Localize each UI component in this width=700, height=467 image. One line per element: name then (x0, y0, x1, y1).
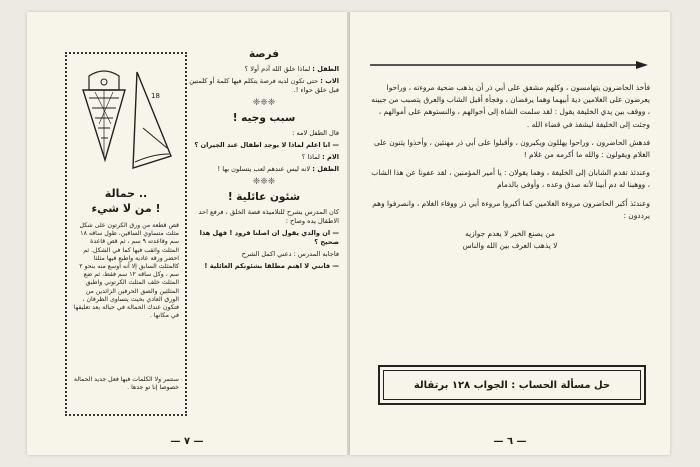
puzzle-instructions: قص قطعة من ورق الكرتون على شكل مثلث متساوي الساقين، طول ساقه ١٨ سم وقاعدته ٩ سم ، ثم قص قاعدة المثلث واثقب فيها كما في الشكل. ثم احضر ورقة عادية واطبع فيها مثلثا كالمثلث السابق إلا أنه أوسع منه بنحو ٢ سم ، وكل ساقه ١٢ سم فقط، ثم ضع المثلث خلف المثلث الكرتوني واطبق المثلثين والصق الحرفين الزائدين من الورق العادي بحيث يتساوى الطرفان ، فتكون عندك الحمالة في حبالة بعد تعليقها في مكانها . (73, 222, 179, 320)
answer-text: — فانني لا اهتم مطلقا بشئونكم العائلية ! (204, 262, 339, 270)
story-paragraph: فدهش الحاضرون ، وراحوا يهللون ويكبرون ، وأقبلوا على أبي ذر مهنئين ، وأخذوا يثنون على الغلام ويقولون : والله ما أكرمه من غلام ! (373, 137, 650, 160)
puzzle-title-line2: من لا شيء ! (91, 202, 161, 215)
joke2-question (189, 141, 339, 150)
joke3-teacher-line: فاجابه المدرس : دعني اكمل الشرح (241, 250, 339, 258)
left-page (27, 12, 347, 455)
joke3-question (189, 229, 339, 247)
puzzle-note: سنتمر ولا الكلمات فيها فعل جديد الحمالة خصوصا إنا تو جدها . (73, 376, 179, 392)
joke1-father-line (189, 77, 339, 95)
speaker-label: الطفل : (312, 65, 339, 73)
joke3-answer (189, 262, 339, 271)
jokes-column (189, 48, 339, 274)
joke2-mother-line (189, 153, 339, 162)
ornament-divider: ❈❈❈ (252, 98, 276, 108)
speaker-text: لماذا خلق الله آدم أولا ؟ (244, 65, 311, 73)
joke2-intro: قال الطفل لامه : (292, 129, 339, 137)
page-number: — ٧ — (170, 436, 204, 447)
figure-number-label: 18 (151, 92, 160, 100)
section-title-family-affairs: شئون عائلية ! (227, 191, 301, 203)
right-page (350, 12, 670, 455)
speaker-text: لماذا ؟ (301, 153, 320, 161)
puzzle-title-line1: حمالة .. (104, 187, 148, 200)
story-paragraph: وعندئذ تقدم الشابان إلى الخليفة ، وهما يقولان : يا أمير المؤمنين ، لقد عفونا عن هذا الشاب ، ووهبنا له دم أبينا لأنه صدق وعده ، وأوفى بالدمام (371, 168, 650, 190)
triangle-holder-illustration (75, 68, 177, 172)
speaker-label: الاب : (320, 77, 339, 85)
verse-line: من يصنع الخير لا يعدم جوازيه (465, 229, 555, 239)
page-number: — ٦ — (493, 436, 527, 447)
story-paragraph: وعندئذ أكبر الحاضرون مروءة الغلامين كما أكبروا مروءة أبي ذر ووفاء الغلام ، وانصرفوا وهم يرددون : (372, 198, 650, 220)
section-title-good-reason: سبب وجيه ! (232, 112, 296, 124)
poem-verse (370, 228, 650, 252)
question-text: — ان والدي يقول ان اصلنا قرود ! فهل هذا صحيح ؟ (199, 229, 339, 246)
question-text: — انا اعلم لماذا لا يوجد اطفال عند الجيران ؟ (194, 141, 339, 149)
ornament-divider: ❈❈❈ (252, 177, 276, 187)
arithmetic-answer-box: حل مسألة الحساب : الجواب ١٢٨ برتقالة (378, 365, 646, 405)
puzzle-box (65, 52, 187, 416)
speaker-text: لانه ليس عندهم لعب يتسلون بها ! (217, 165, 311, 173)
story-paragraph: فأخذ الحاضرون يتهامسون ، وكلهم مشفق على أبي ذر أن يذهب ضحية مروءته ، وراحوا يعرضون على الغلامين دية أبيهما وهما يرفضان ، وفجأة أقبل الشاب والعرق يتصبب من جبينه ، ووقف بين يدي الخليفة يقول : لقد سلمت الشاة إلى أخوالهم ، والنستوهم على أموالهم ، وجئت إلى الخليفة ليشفذ في قضاء الله . (371, 83, 650, 129)
joke3-text: كان المدرس يشرح للتلاميذه قصة الخلق ، فرفع احد الاطفال يده وصاح : (198, 208, 339, 225)
section-title-opportunity: فرصة (249, 48, 279, 60)
speaker-text: حتى تكون لديه فرصة يتكلم فيها كلمة أو كلمتين قبل خلق حواء !. (189, 77, 339, 94)
story-text (370, 82, 650, 252)
joke1-child-line (189, 65, 339, 74)
puzzle-title (67, 186, 185, 216)
speaker-label: الطفل : (312, 165, 339, 173)
verse-line: لا يذهب العرف بين الله والناس (462, 241, 558, 251)
joke2-child-line (189, 165, 339, 174)
speaker-label: الام : (322, 153, 339, 161)
arrow-rule-icon (370, 60, 650, 70)
